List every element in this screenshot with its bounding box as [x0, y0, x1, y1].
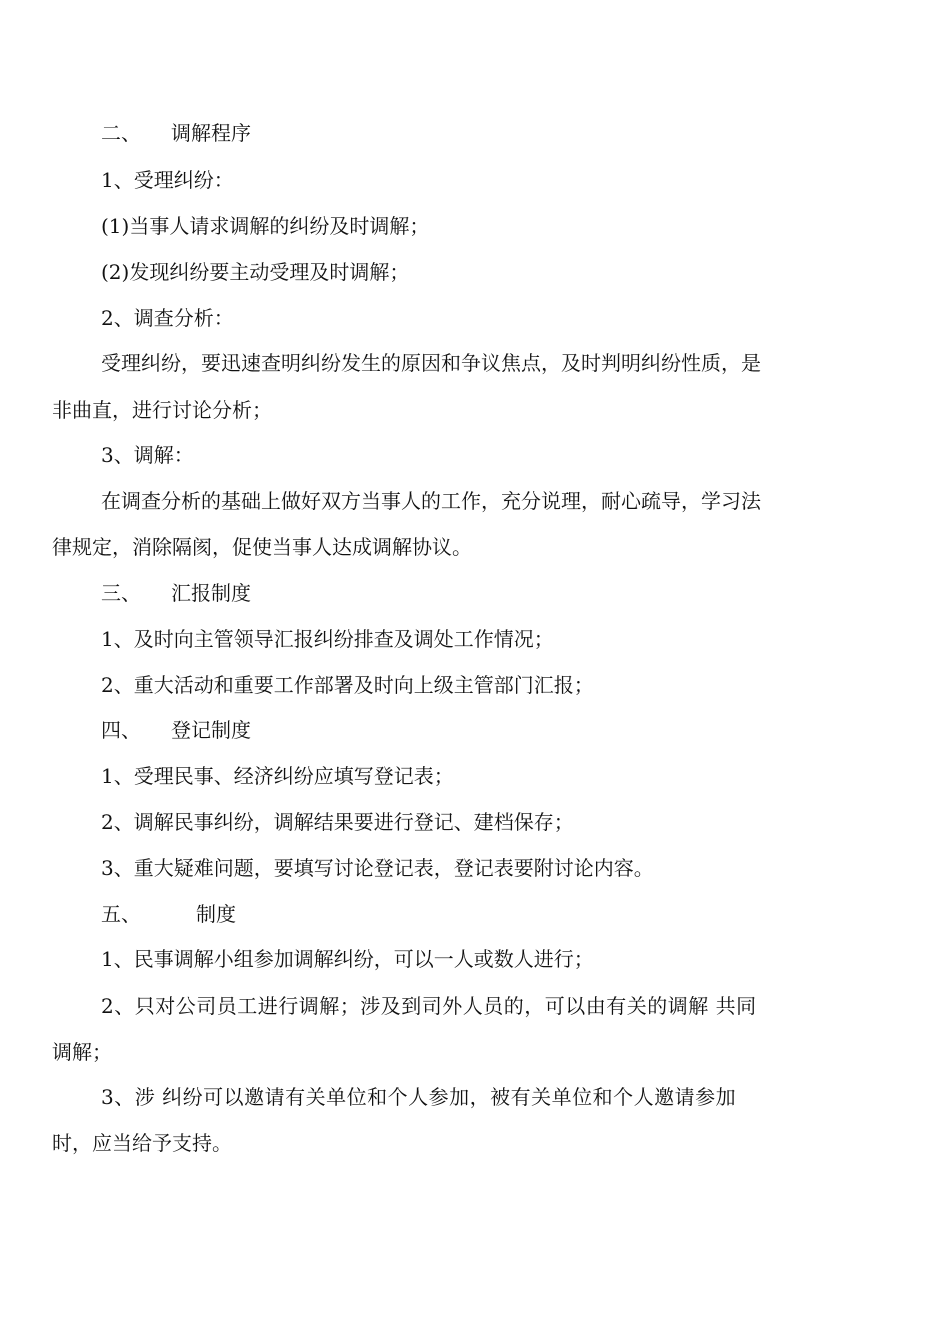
section-number: 五、 [101, 902, 141, 926]
paragraph-line: (1)当事人请求调解的纠纷及时调解； [101, 214, 430, 238]
section-heading-registration [101, 716, 251, 744]
section-heading-rules [101, 900, 236, 928]
paragraph-line: 调解； [52, 1040, 112, 1064]
paragraph-line: 在调查分析的基础上做好双方当事人的工作，充分说理，耐心疏导，学习法 [101, 489, 761, 513]
section-title: 制度 [196, 902, 236, 926]
paragraph-line: 2、调查分析： [101, 306, 234, 330]
paragraph-line: 2、调解民事纠纷，调解结果要进行登记、建档保存； [101, 810, 574, 834]
section-heading-reporting [101, 579, 251, 607]
paragraph-line: 1、受理纠纷： [101, 168, 234, 192]
paragraph-line: (2)发现纠纷要主动受理及时调解； [101, 260, 410, 284]
paragraph-line: 1、受理民事、经济纠纷应填写登记表； [101, 764, 454, 788]
paragraph-line: 1、民事调解小组参加调解纠纷，可以一人或数人进行； [101, 947, 594, 971]
paragraph-line: 1、及时向主管领导汇报纠纷排查及调处工作情况； [101, 627, 554, 651]
paragraph-line: 3、重大疑难问题，要填写讨论登记表，登记表要附讨论内容。 [101, 856, 654, 880]
paragraph-line: 2、只对公司员工进行调解；涉及到司外人员的，可以由有关的调解 共同 [101, 994, 757, 1018]
paragraph-line: 3、涉 纠纷可以邀请有关单位和个人参加，被有关单位和个人邀请参加 [101, 1085, 737, 1109]
paragraph-line: 2、重大活动和重要工作部署及时向上级主管部门汇报； [101, 673, 594, 697]
section-heading-procedure [101, 119, 251, 147]
paragraph-line: 受理纠纷，要迅速查明纠纷发生的原因和争议焦点，及时判明纠纷性质，是 [101, 351, 761, 375]
section-number: 三、 [101, 581, 141, 605]
section-title: 汇报制度 [171, 581, 251, 605]
paragraph-line: 非曲直，进行讨论分析； [52, 398, 272, 422]
section-title: 登记制度 [171, 718, 251, 742]
paragraph-line: 时，应当给予支持。 [52, 1131, 232, 1155]
section-number: 二、 [101, 121, 141, 145]
section-title: 调解程序 [171, 121, 251, 145]
paragraph-line: 3、调解： [101, 443, 194, 467]
section-number: 四、 [101, 718, 141, 742]
paragraph-line: 律规定，消除隔阂，促使当事人达成调解协议。 [52, 535, 472, 559]
